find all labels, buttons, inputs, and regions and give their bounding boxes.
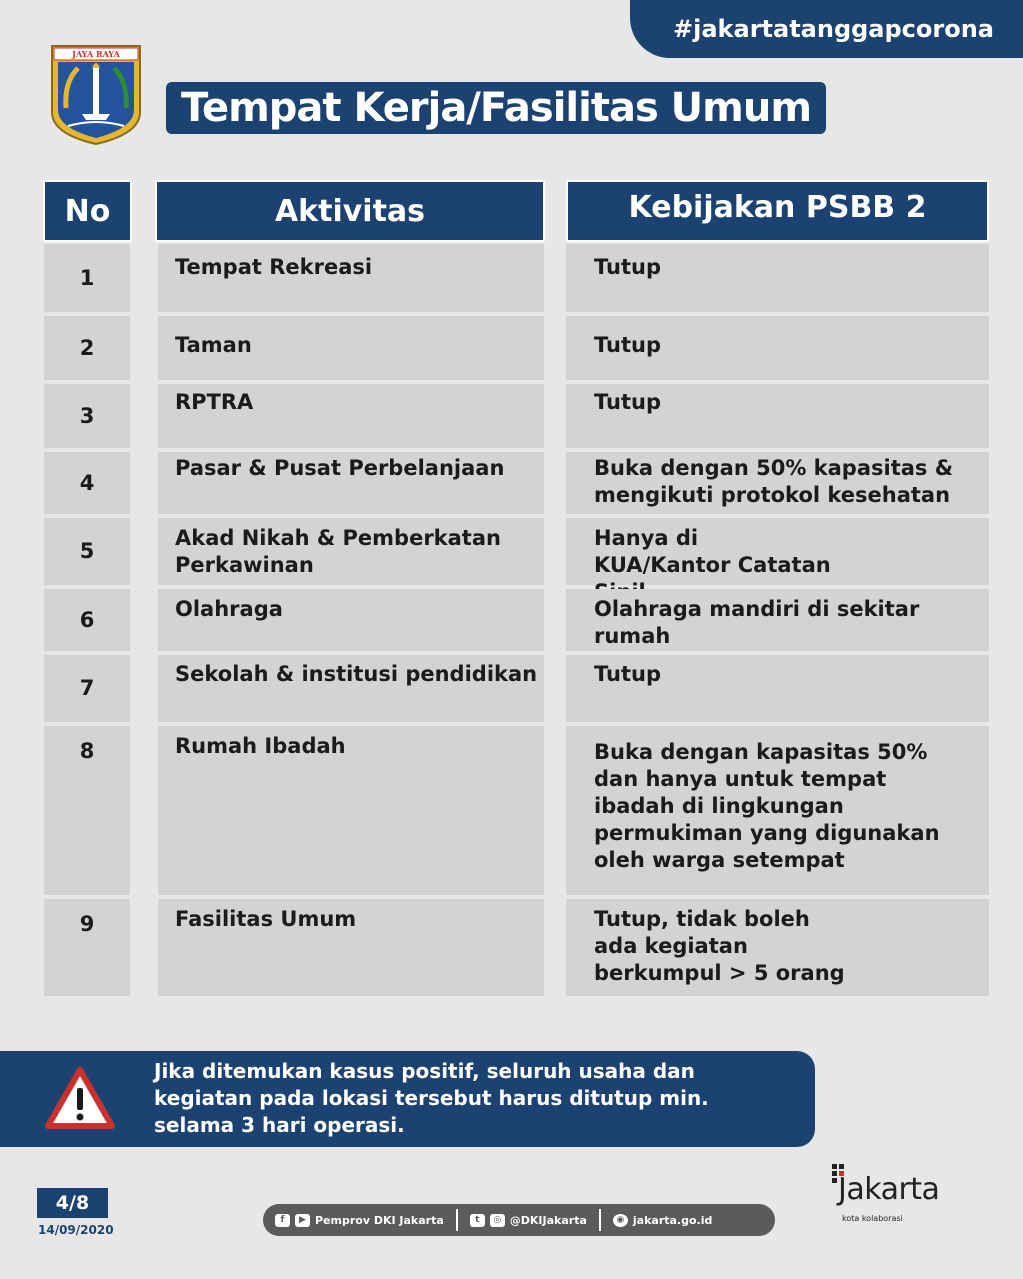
social-item-pemprov[interactable] — [263, 1214, 456, 1227]
brand-name: Jakarta — [838, 1172, 940, 1207]
emblem-banner-text: JAYA RAYA — [72, 49, 120, 59]
social-bar — [263, 1204, 775, 1236]
social-label-website: jakarta.go.id — [632, 1213, 713, 1227]
row-4-policy: Buka dengan 50% kapasitas & mengikuti protokol kesehatan — [566, 452, 989, 514]
social-item-dkijakarta[interactable] — [458, 1214, 599, 1227]
row-9-activity: Fasilitas Umum — [158, 899, 544, 996]
social-item-website[interactable] — [601, 1214, 724, 1227]
twitter-icon: t — [470, 1214, 485, 1227]
row-7-no: 7 — [44, 655, 130, 722]
warning-icon — [44, 1066, 116, 1130]
brand-tagline: kota kolaborasi — [842, 1214, 903, 1223]
row-5-policy: Hanya di KUA/Kantor Catatan — [566, 518, 989, 585]
row-4-activity: Pasar & Pusat Perbelanjaan — [158, 452, 544, 514]
hashtag-banner: #jakartatanggapcorona — [630, 0, 1023, 58]
row-6-activity: Olahraga — [158, 589, 544, 651]
row-6-no: 6 — [44, 589, 130, 651]
row-7-activity: Sekolah & institusi pendidikan — [158, 655, 544, 722]
notice-text: Jika ditemukan kasus positif, seluruh usaha dan kegiatan pada lokasi tersebut harus ditutup min. selama 3 hari operasi. — [154, 1059, 709, 1137]
row-4-no: 4 — [44, 452, 130, 514]
page-title: Tempat Kerja/Fasilitas Umum — [166, 82, 826, 134]
header-no: No — [43, 180, 132, 242]
row-7-policy: Tutup — [566, 655, 989, 722]
row-8-activity: Rumah Ibadah — [158, 726, 544, 895]
row-1-no: 1 — [44, 244, 130, 312]
row-3-policy: Tutup — [566, 384, 989, 448]
row-5-activity: Akad Nikah & Pemberkatan Perkawinan — [158, 518, 544, 585]
header-activity: Aktivitas — [155, 180, 545, 242]
row-6-policy: Olahraga mandiri di sekitar rumah — [566, 589, 989, 651]
row-3-no: 3 — [44, 384, 130, 448]
page-number: 4/8 — [37, 1188, 108, 1218]
social-label-dkijakarta: @DKIJakarta — [509, 1213, 587, 1227]
youtube-icon: ▶ — [295, 1214, 310, 1227]
row-2-activity: Taman — [158, 316, 544, 380]
row-2-policy: Tutup — [566, 316, 989, 380]
jaya-raya-emblem-icon — [48, 42, 144, 146]
row-5-no: 5 — [44, 518, 130, 585]
header-policy: Kebijakan PSBB 2 — [566, 180, 989, 242]
social-label-pemprov: Pemprov DKI Jakarta — [315, 1213, 444, 1227]
row-3-activity: RPTRA — [158, 384, 544, 448]
facebook-icon: f — [275, 1214, 290, 1227]
row-9-no: 9 — [44, 899, 130, 996]
row-8-no: 8 — [44, 726, 130, 895]
row-2-no: 2 — [44, 316, 130, 380]
row-8-policy: Buka dengan kapasitas 50% dan hanya untuk tempat ibadah di lingkungan permukiman yang digunakan oleh warga setempat — [566, 726, 989, 895]
publish-date: 14/09/2020 — [38, 1223, 114, 1237]
globe-icon: ◉ — [613, 1214, 628, 1227]
row-9-policy: Tutup, tidak boleh ada kegiatan berkumpul > 5 orang — [566, 899, 989, 996]
row-1-policy: Tutup — [566, 244, 989, 312]
row-1-activity: Tempat Rekreasi — [158, 244, 544, 312]
instagram-icon: ◎ — [490, 1214, 505, 1227]
